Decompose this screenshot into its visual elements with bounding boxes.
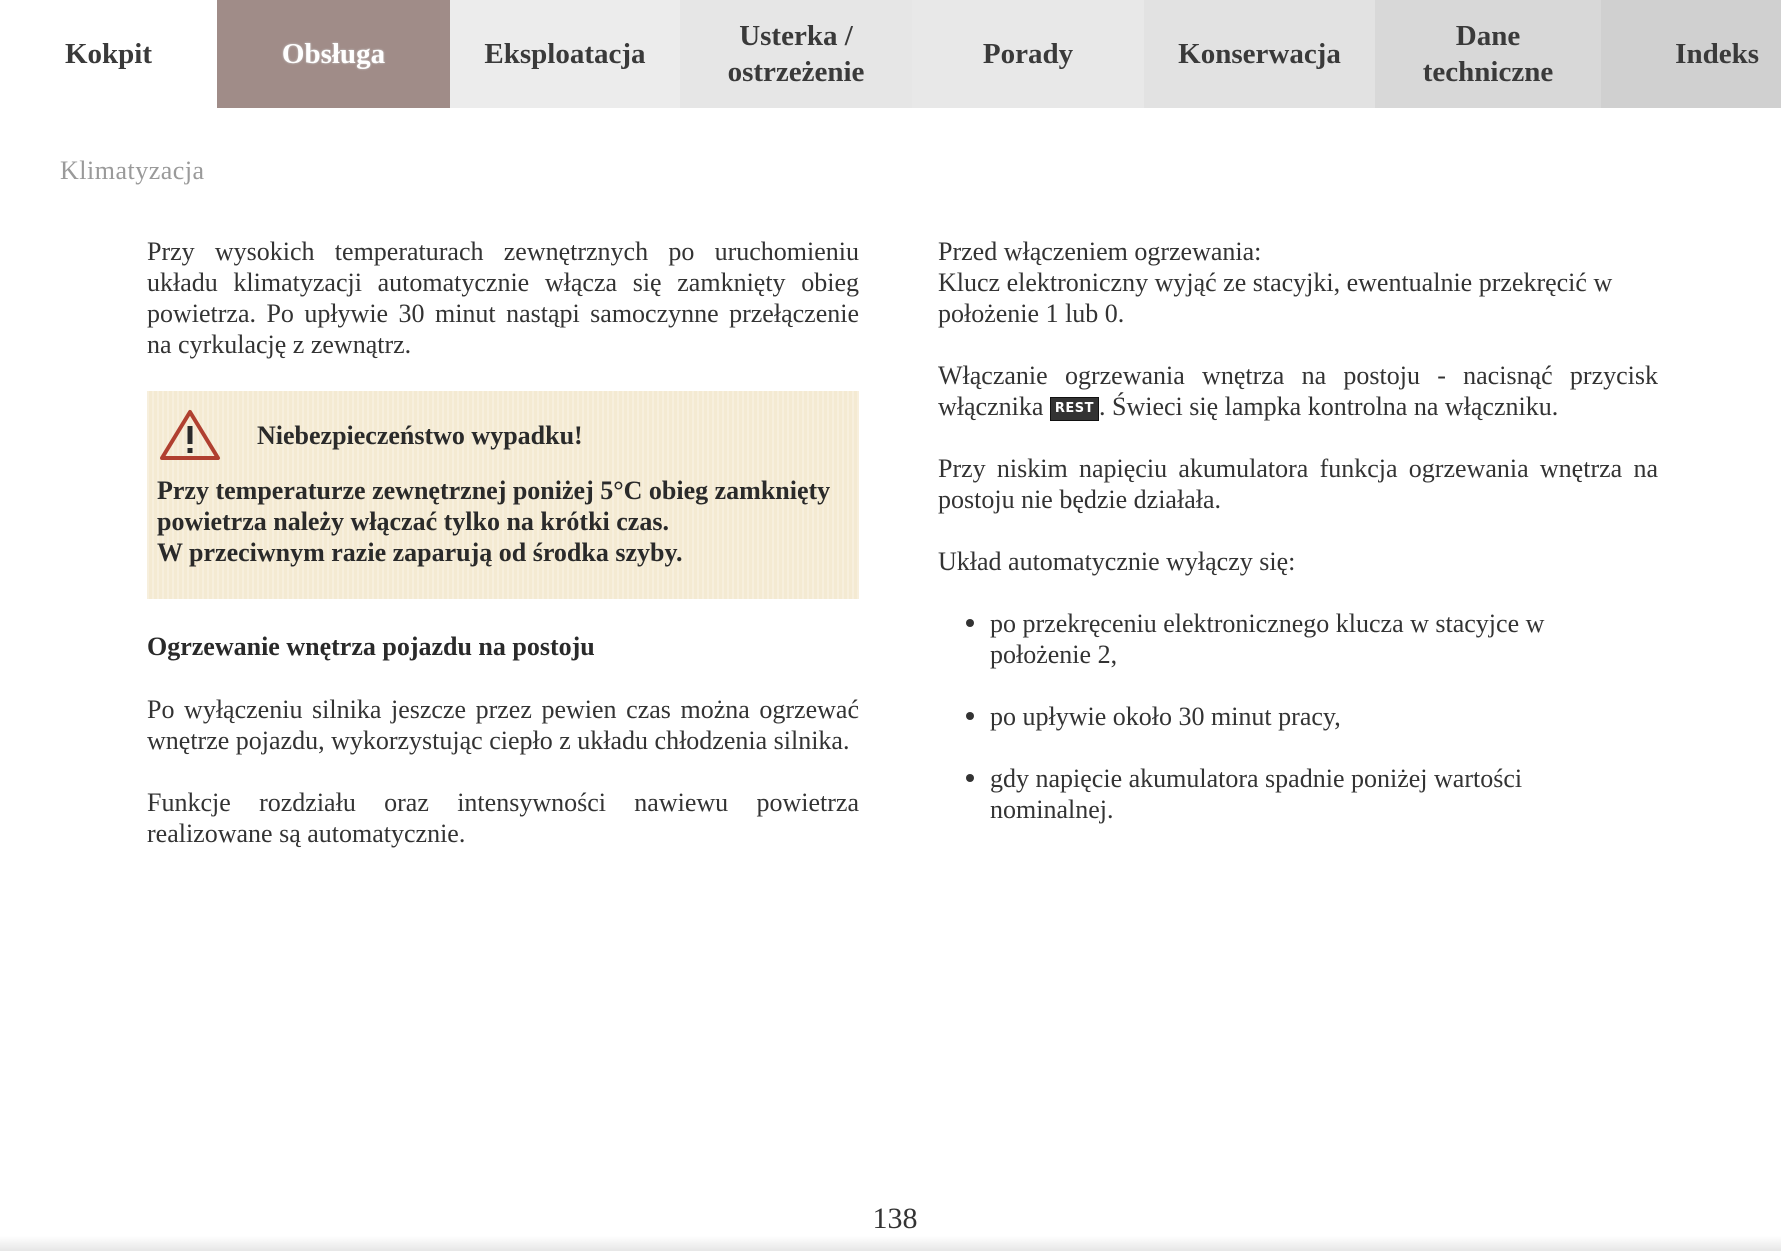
warning-line-1: Przy temperaturze zewnętrznej poniżej 5°C obieg zamknięty powietrza należy włączać tylko na krótki czas. — [157, 476, 831, 536]
left-column — [147, 236, 859, 880]
warning-triangle-icon — [159, 409, 221, 461]
tab-eksploatacja[interactable] — [450, 0, 680, 108]
warning-box — [147, 391, 859, 599]
tab-konserwacja[interactable] — [1144, 0, 1375, 108]
right-column — [938, 236, 1658, 856]
subheading: Ogrzewanie wnętrza pojazdu na postoju — [147, 632, 595, 661]
tab-label-line1: Dane — [1455, 20, 1521, 52]
tab-usterka-ostrzezenie[interactable] — [680, 0, 912, 108]
bottom-band — [0, 1236, 1781, 1251]
warning-line-2: W przeciwnym razie zaparują od środka szyby. — [157, 538, 683, 567]
tab-label: Indeks — [1675, 38, 1759, 70]
tab-label — [1423, 18, 1553, 90]
warning-title: Niebezpieczeństwo wypadku! — [257, 420, 583, 450]
tab-label-line2: ostrzeżenie — [727, 56, 865, 88]
tab-label: Porady — [982, 38, 1074, 70]
rest-button-icon: REST — [1050, 397, 1099, 421]
top-navigation — [0, 0, 1781, 108]
bullet-list — [938, 608, 1658, 825]
warning-text — [157, 475, 849, 568]
body-paragraph — [938, 360, 1658, 422]
tab-label — [728, 18, 865, 90]
tab-porady[interactable] — [912, 0, 1144, 108]
warning-header — [157, 409, 849, 461]
list-item: po przekręceniu elektronicznego klucza w stacyjce w położenie 2, — [966, 608, 1580, 670]
tab-label: Eksploatacja — [484, 38, 646, 70]
paragraph-line: Przed włączeniem ogrzewania: — [938, 237, 1262, 266]
tab-kokpit[interactable] — [0, 0, 217, 108]
list-item: gdy napięcie akumulatora spadnie poniżej wartości nominalnej. — [966, 763, 1580, 825]
body-paragraph: Układ automatycznie wyłączy się: — [938, 547, 1296, 576]
tab-dane-techniczne[interactable] — [1375, 0, 1601, 108]
body-paragraph: Funkcje rozdziału oraz intensywności nawiewu powietrza realizowane są automatycznie. — [147, 788, 859, 848]
tab-label: Obsługa — [281, 38, 386, 70]
tab-obsluga[interactable] — [217, 0, 450, 108]
tab-label: Kokpit — [64, 38, 153, 70]
paragraph-text: . Świeci się lampka kontrolna na włączniku. — [1099, 392, 1559, 421]
tab-label-line2: techniczne — [1422, 56, 1554, 88]
list-item: po upływie około 30 minut pracy, — [966, 701, 1658, 732]
tab-label-line1: Usterka / — [739, 20, 853, 52]
paragraph-line: Klucz elektroniczny wyjąć ze stacyjki, ewentualnie przekręcić w położenie 1 lub 0. — [938, 268, 1613, 328]
paragraph-text: Włączanie ogrzewania wnętrza na postoju - nacisnąć przycisk włącznika — [938, 361, 1658, 421]
body-paragraph — [938, 236, 1658, 329]
tab-label: Konserwacja — [1178, 38, 1341, 70]
body-paragraph: Po wyłączeniu silnika jeszcze przez pewien czas można ogrzewać wnętrze pojazdu, wykorzystując ciepło z układu chłodzenia silnika. — [147, 695, 859, 755]
tab-indeks[interactable] — [1601, 0, 1781, 108]
intro-paragraph: Przy wysokich temperaturach zewnętrznych po uruchomieniu układu klimatyzacji automatycznie włącza się zamknięty obieg powietrza. Po upływie 30 minut nastąpi samoczynne przełączenie na cyrkulację z zewnątrz. — [147, 237, 859, 359]
page-number: 138 — [872, 1202, 918, 1235]
body-paragraph: Przy niskim napięciu akumulatora funkcja ogrzewania wnętrza na postoju nie będzie działała. — [938, 454, 1658, 514]
section-title: Klimatyzacja — [60, 156, 205, 185]
